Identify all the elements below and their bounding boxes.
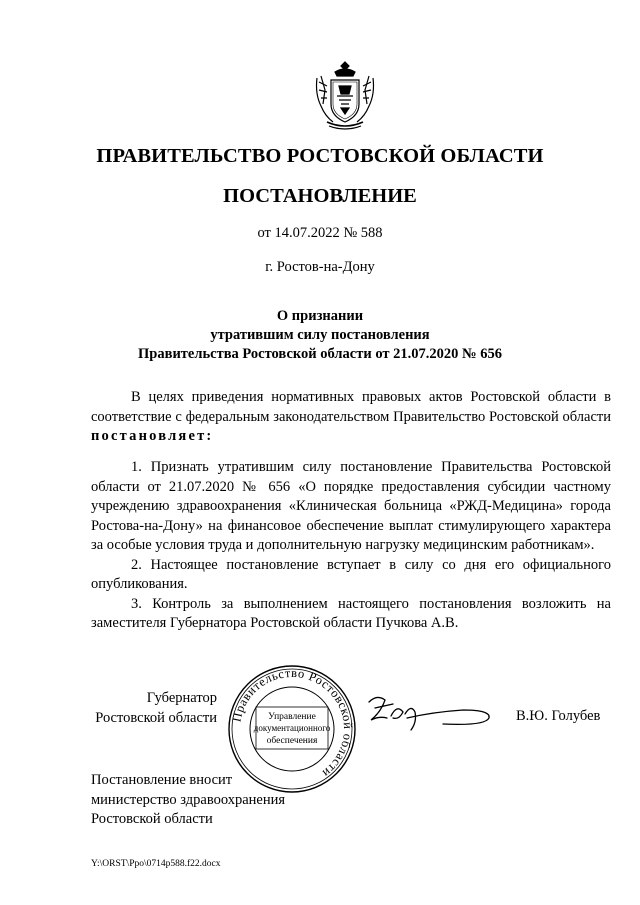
submitter-line-2: министерство здравоохранения (91, 791, 286, 808)
signatory-name: В.Ю. Голубев (516, 708, 601, 724)
handwritten-signature (363, 690, 495, 734)
subject-line-3: Правительства Ростовской области от 21.07.2020 № 656 (138, 346, 502, 362)
stamp-center-line-1: Управление (268, 712, 316, 722)
decree-items (91, 458, 611, 634)
preamble-text: В целях приведения нормативных правовых актов Ростовской области в соответствие с федеральным законодательством Правительство Ростовской области (91, 389, 611, 425)
city: г. Ростов-на-Дону (265, 259, 375, 275)
submitter-block (91, 771, 285, 830)
coat-of-arms-icon (313, 60, 377, 132)
decree-item-2: 2. Настоящее постановление вступает в силу со дня его официального опубликования. (91, 556, 611, 592)
submitter-line-3: Ростовской области (91, 811, 213, 827)
decree-item-3: 3. Контроль за выполнением настоящего постановления возложить на заместителя Губернатора Ростовской области Пучкова А.В. (91, 595, 611, 631)
preamble (91, 388, 611, 447)
submitter-line-1: Постановление вносит (91, 772, 233, 788)
decree-item-1: 1. Признать утратившим силу постановление Правительства Ростовской области от 21.07.2020 № 656 «О порядке предоставления субсидии частному учреждению здравоохранения «Клиническая больница «РЖД-Медицина» города Ростова-на-Дону» на финансовое обеспечение выплат стимулирующего характера за особые условия труда и дополнительную нагрузку медицинским работникам». (91, 459, 611, 553)
signatory-position (91, 689, 217, 728)
stamp-ring-text: Правительство Ростовской области (229, 665, 356, 781)
document-type: ПОСТАНОВЛЕНИЕ (223, 185, 417, 207)
position-line-1: Губернатор (146, 690, 217, 706)
position-line-2: Ростовской области (95, 709, 217, 726)
date-number: от 14.07.2022 № 588 (257, 225, 383, 241)
stamp-center-line-2: документационного (253, 723, 331, 733)
subject-line-2: утратившим силу постановления (210, 327, 430, 343)
subject-line-1: О признании (276, 308, 364, 324)
file-path: Y:\ORST\Ppo\0714p588.f22.docx (91, 859, 221, 869)
stamp-center-line-3: обеспечения (266, 736, 318, 746)
government-title: ПРАВИТЕЛЬСТВО РОСТОВСКОЙ ОБЛАСТИ (96, 145, 544, 167)
decree-word: постановляет: (91, 428, 214, 444)
